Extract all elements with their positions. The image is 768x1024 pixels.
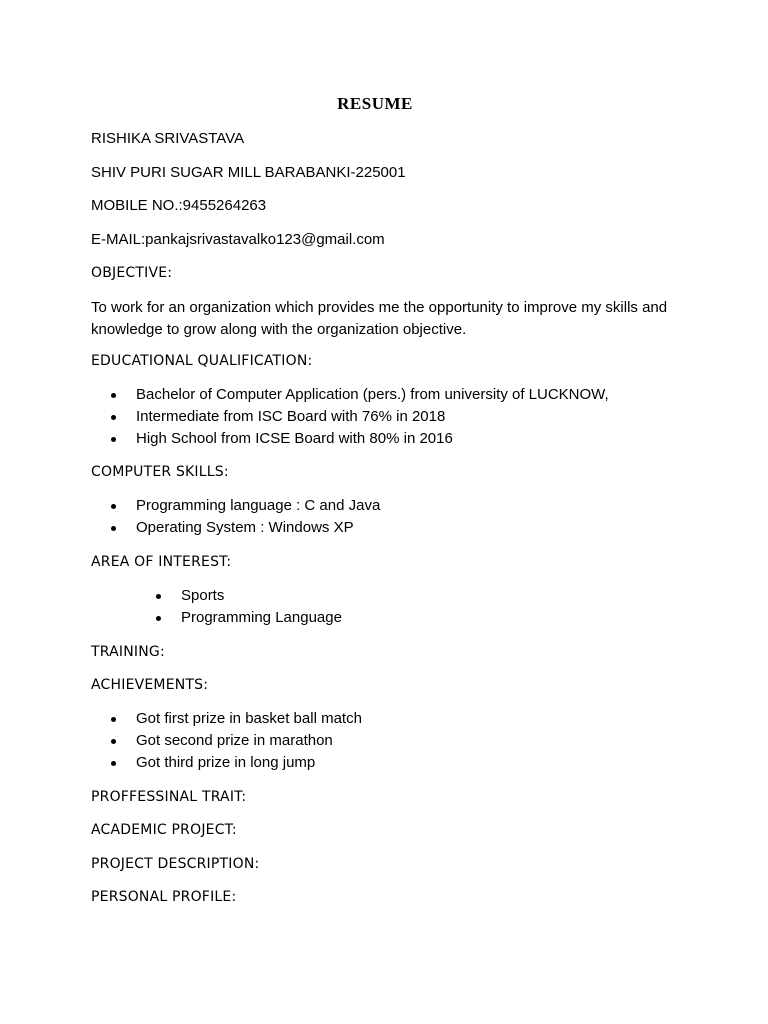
list-item: Intermediate from ISC Board with 76% in 2018 [136, 408, 609, 430]
list-item: Got third prize in long jump [136, 754, 362, 776]
list-item: Operating System : Windows XP [136, 519, 380, 541]
computer-skills-heading: COMPUTER SKILLS: [91, 464, 229, 480]
list-item: High School from ICSE Board with 80% in 2016 [136, 430, 609, 452]
project-description-heading: PROJECT DESCRIPTION: [91, 856, 260, 872]
list-item: Got first prize in basket ball match [136, 710, 362, 732]
computer-skills-list [136, 497, 380, 541]
achievements-heading: ACHIEVEMENTS: [91, 677, 209, 693]
list-item: Bachelor of Computer Application (pers.) from university of LUCKNOW, [136, 386, 609, 408]
candidate-name: RISHIKA SRIVASTAVA [91, 130, 245, 147]
address: SHIV PURI SUGAR MILL BARABANKI-225001 [91, 164, 406, 181]
professional-trait-heading: PROFFESSINAL TRAIT: [91, 789, 247, 805]
document-title: RESUME [337, 94, 413, 113]
list-item: Programming language : C and Java [136, 497, 380, 519]
achievements-list [136, 710, 362, 776]
email-address: E-MAIL:pankajsrivastavalko123@gmail.com [91, 231, 385, 248]
interest-list [181, 587, 342, 631]
list-item: Programming Language [181, 609, 342, 631]
personal-profile-heading: PERSONAL PROFILE: [91, 889, 237, 905]
objective-text: To work for an organization which provides me the opportunity to improve my skills and knowledge to grow along with the organization objective. [91, 299, 668, 338]
education-heading: EDUCATIONAL QUALIFICATION: [91, 353, 313, 369]
objective-heading: OBJECTIVE: [91, 265, 173, 281]
academic-project-heading: ACADEMIC PROJECT: [91, 822, 237, 838]
training-heading: TRAINING: [91, 644, 165, 660]
mobile-number: MOBILE NO.:9455264263 [91, 197, 267, 214]
education-list [136, 386, 609, 452]
list-item: Sports [181, 587, 342, 609]
interest-heading: AREA OF INTEREST: [91, 554, 232, 570]
list-item: Got second prize in marathon [136, 732, 362, 754]
